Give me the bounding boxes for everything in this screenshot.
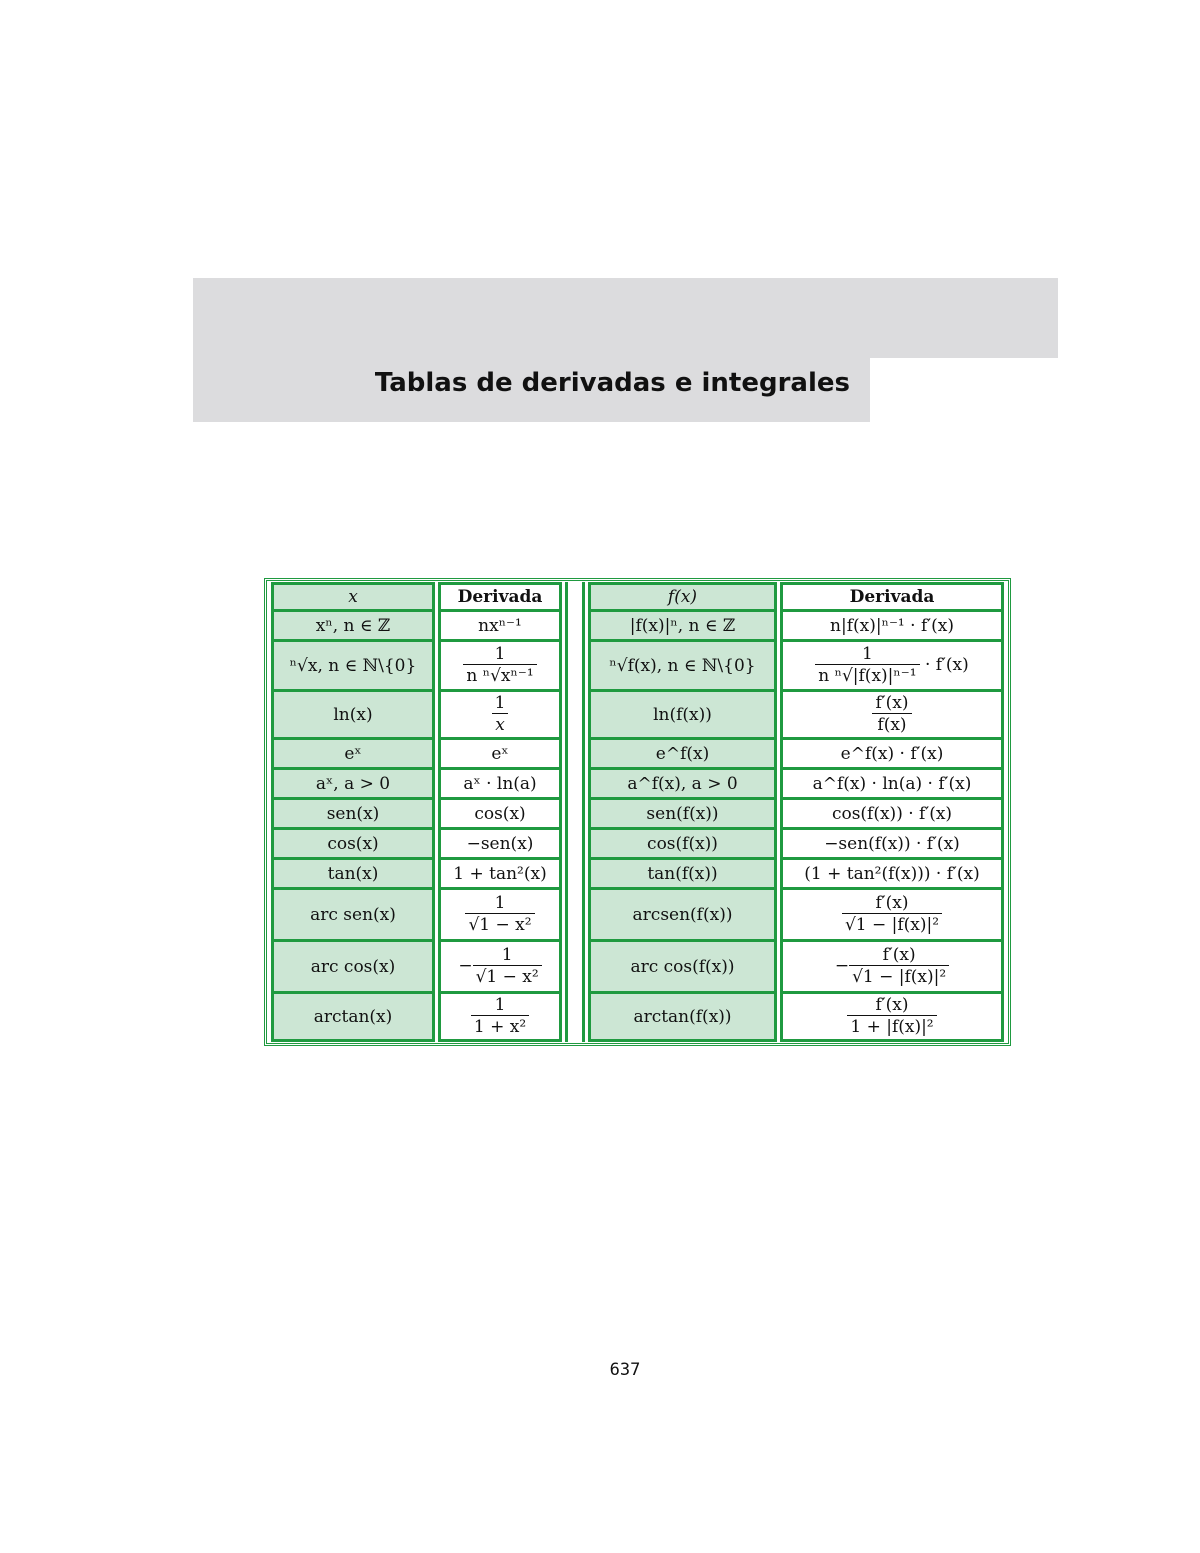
cell-function: cos(x) [271,830,435,860]
derivatives-table [264,578,1011,1046]
cell-composite-function: |f(x)|ⁿ, n ∈ ℤ [588,612,777,642]
fraction: $\frac{1}{\text{1 + x²}}$ [471,995,529,1038]
cell-composite-function: sen(f(x)) [588,800,777,830]
cell-composite-function: cos(f(x)) [588,830,777,860]
cell-composite-function: arctan(f(x)) [588,994,777,1042]
cell-function: sen(x) [271,800,435,830]
cell-composite-derivative [780,692,1004,740]
cell-derivative [438,994,562,1042]
cell-composite-derivative: n|f(x)|ⁿ⁻¹ · f′(x) [780,612,1004,642]
header-composite-derivative: Derivada [780,582,1004,612]
chapter-title: Tablas de derivadas e integrales [374,368,850,398]
cell-composite-derivative: cos(f(x)) · f′(x) [780,800,1004,830]
table-row [271,642,1004,692]
table-row [271,740,1004,770]
cell-composite-function: arcsen(f(x)) [588,890,777,942]
cell-composite-derivative: e^f(x) · f′(x) [780,740,1004,770]
cell-composite-derivative: − $\frac{f'(x)}{\text{√1 − |f(x)|²}}$ [780,942,1004,994]
cell-function: ⁿ√x, n ∈ ℕ\{0} [271,642,435,692]
fraction: $\frac{f'(x)}{f(x)}$ [872,693,911,736]
cell-derivative [438,692,562,740]
table-header-row [271,582,1004,612]
header-band-top [193,278,1058,358]
cell-derivative: aˣ · ln(a) [438,770,562,800]
cell-derivative: 1 + tan²(x) [438,860,562,890]
table-row [271,770,1004,800]
header-composite-function: f(x) [588,582,777,612]
cell-function: aˣ, a > 0 [271,770,435,800]
header-function: x [271,582,435,612]
table-row [271,942,1004,994]
fraction: $\frac{f'(x)}{\text{1 + |f(x)|²}}$ [847,995,936,1038]
fraction: $\frac{f'(x)}{\text{√1 − |f(x)|²}}$ [842,893,942,936]
fraction: $\frac{1}{\text{√1 − x²}}$ [473,945,542,988]
cell-composite-function: e^f(x) [588,740,777,770]
table-row [271,612,1004,642]
cell-composite-function: ⁿ√f(x), n ∈ ℕ\{0} [588,642,777,692]
cell-function: ln(x) [271,692,435,740]
cell-composite-derivative [780,994,1004,1042]
cell-composite-derivative: $\frac{1}{\text{n ⁿ√|f(x)|ⁿ⁻¹}}$ · f′(x) [780,642,1004,692]
cell-composite-derivative: (1 + tan²(f(x))) · f′(x) [780,860,1004,890]
cell-function: arc cos(x) [271,942,435,994]
cell-derivative: nxⁿ⁻¹ [438,612,562,642]
cell-derivative: eˣ [438,740,562,770]
cell-composite-function: a^f(x), a > 0 [588,770,777,800]
page-number: 637 [609,1360,641,1380]
cell-composite-function: arc cos(f(x)) [588,942,777,994]
fraction: $\frac{1}{\text{√1 − x²}}$ [465,893,534,936]
cell-derivative [438,890,562,942]
cell-function: xⁿ, n ∈ ℤ [271,612,435,642]
cell-derivative: cos(x) [438,800,562,830]
fraction: $\frac{f'(x)}{\text{√1 − |f(x)|²}}$ [849,945,949,988]
table-row [271,860,1004,890]
cell-function: tan(x) [271,860,435,890]
cell-composite-derivative: a^f(x) · ln(a) · f′(x) [780,770,1004,800]
cell-derivative: − $\frac{1}{\text{√1 − x²}}$ [438,942,562,994]
cell-function: arctan(x) [271,994,435,1042]
cell-composite-derivative [780,890,1004,942]
table-row [271,890,1004,942]
cell-composite-derivative: −sen(f(x)) · f′(x) [780,830,1004,860]
cell-composite-function: ln(f(x)) [588,692,777,740]
cell-derivative [438,642,562,692]
table-row [271,692,1004,740]
cell-derivative: −sen(x) [438,830,562,860]
table-row [271,800,1004,830]
header-derivative: Derivada [438,582,562,612]
fraction: $\frac{1}{\text{n ⁿ√|f(x)|ⁿ⁻¹}}$ [815,644,919,687]
table-row [271,994,1004,1042]
fraction: $\frac{1}{\text{n ⁿ√xⁿ⁻¹}}$ [463,644,536,687]
table-row [271,830,1004,860]
cell-function: arc sen(x) [271,890,435,942]
fraction: $\frac{1}{x}$ [492,693,509,736]
cell-function: eˣ [271,740,435,770]
cell-composite-function: tan(f(x)) [588,860,777,890]
